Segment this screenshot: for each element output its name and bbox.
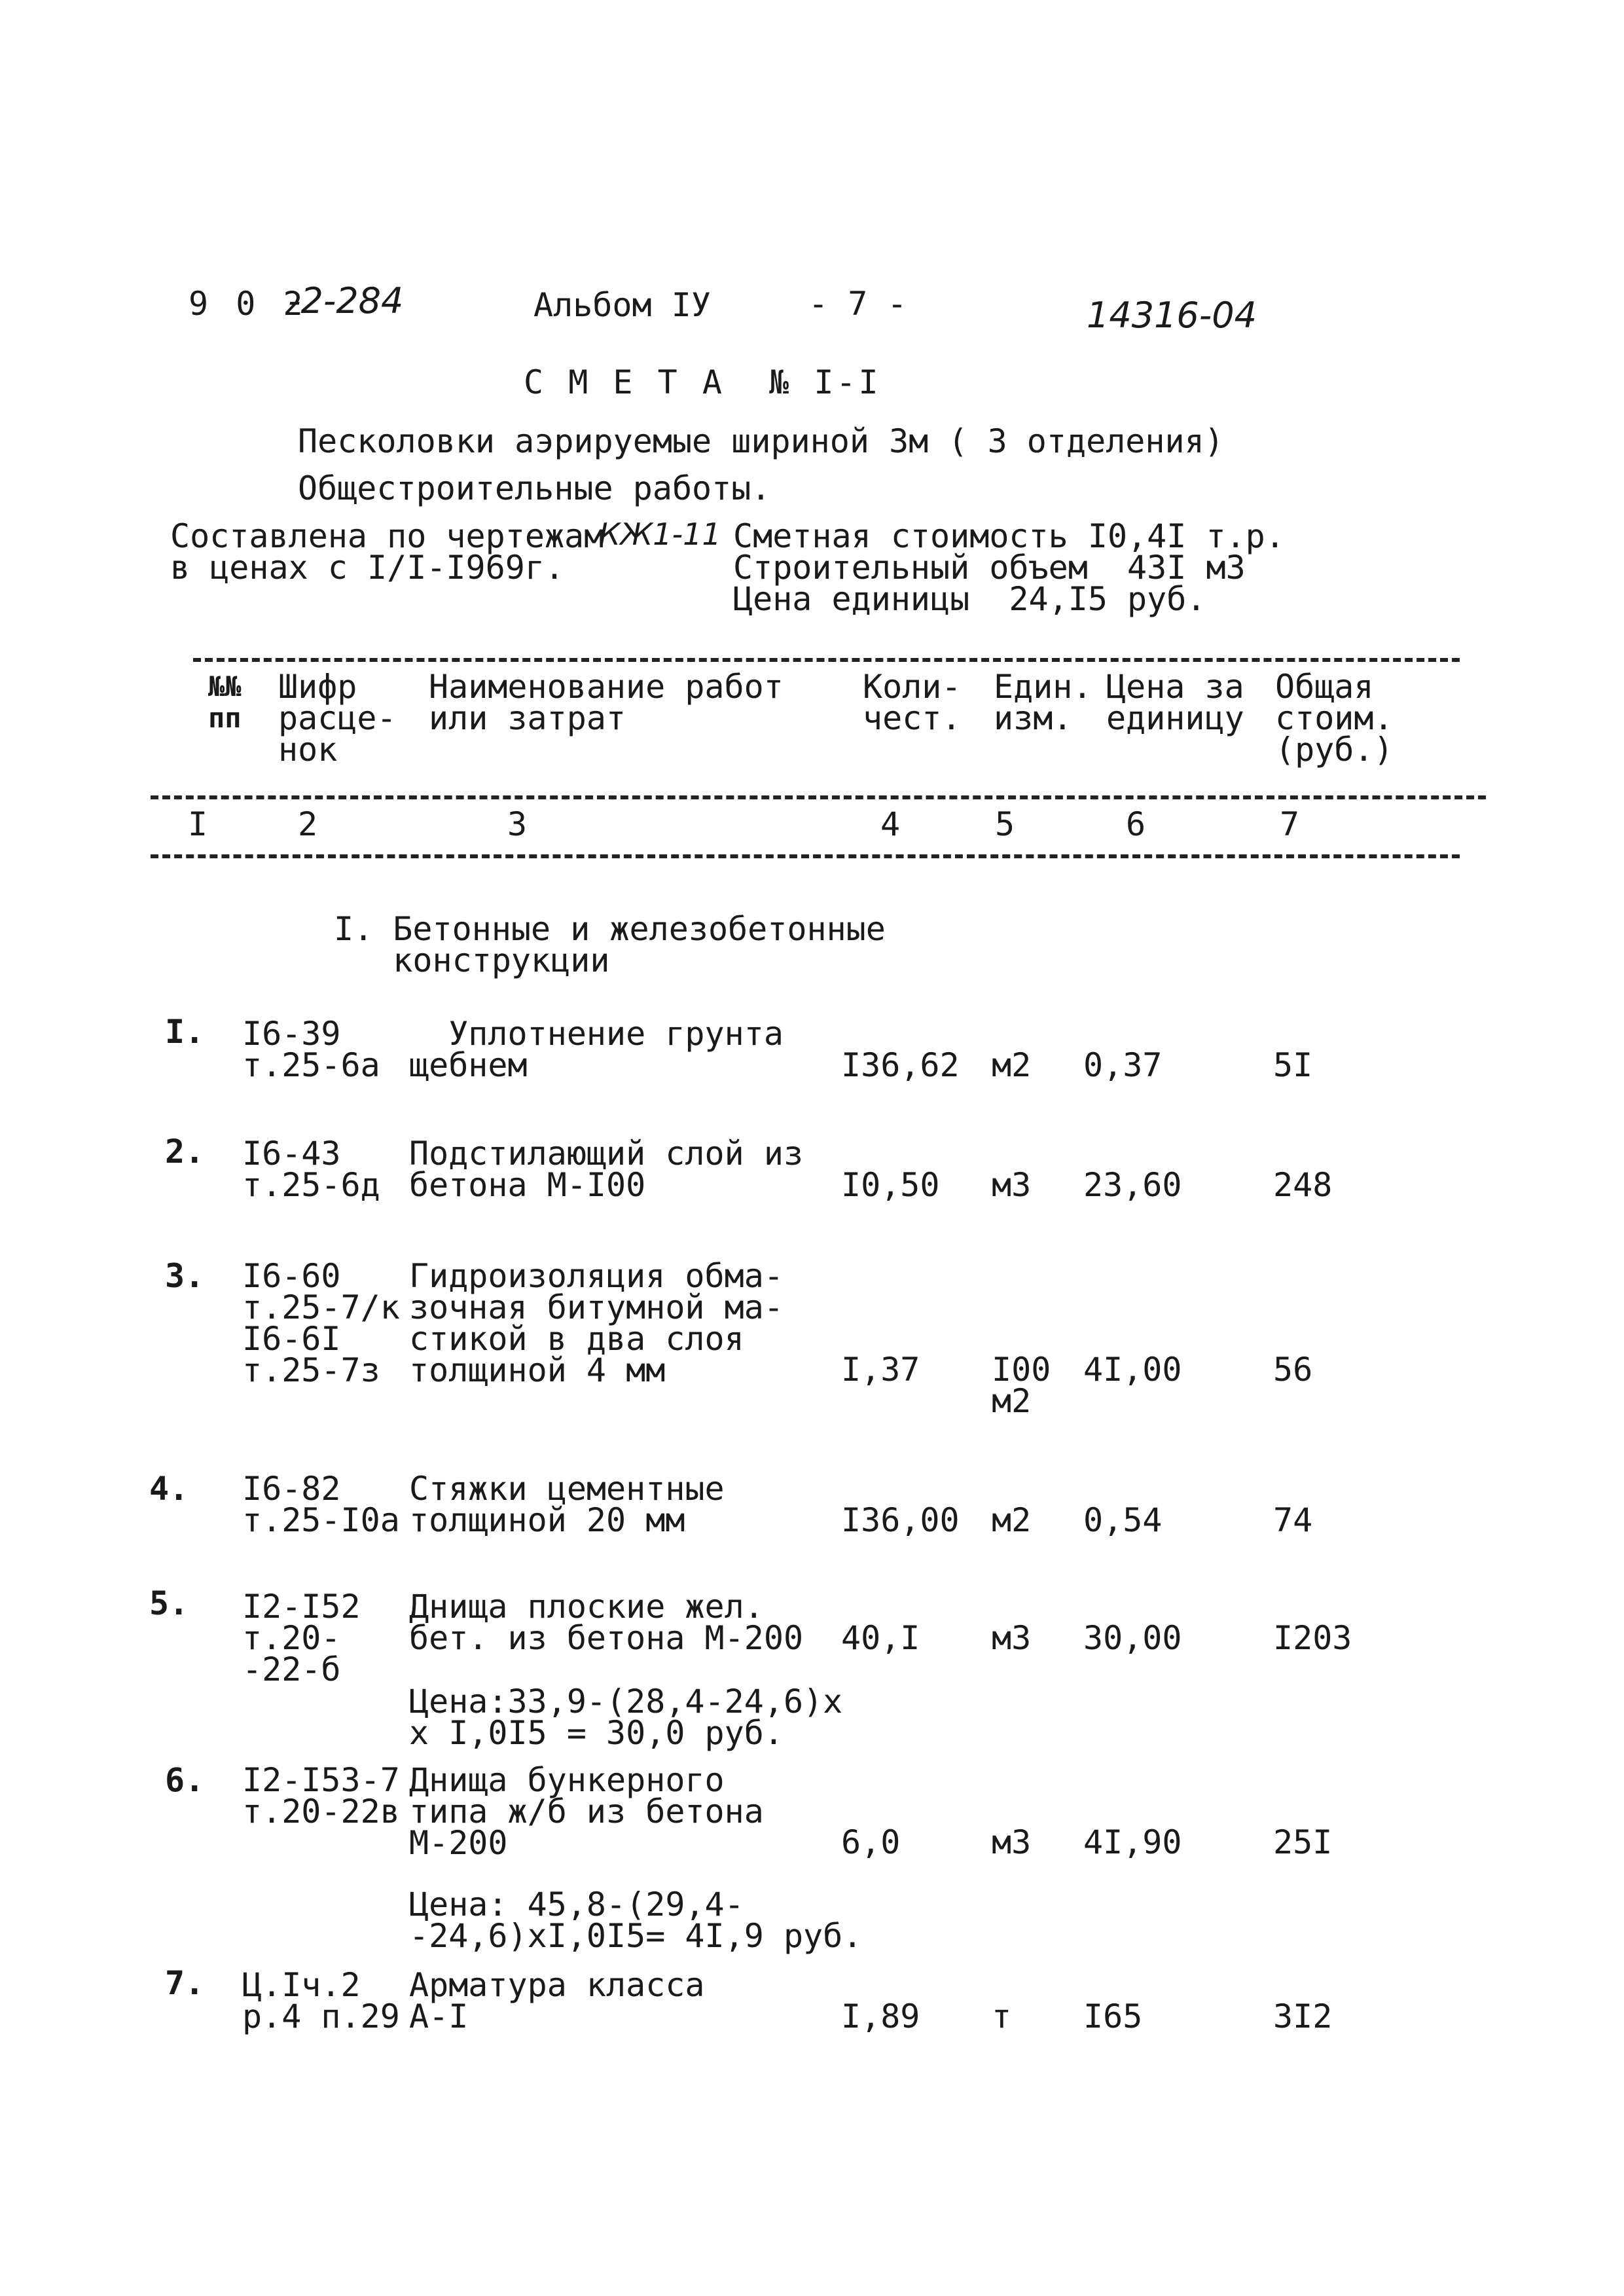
row-unit-price: 0,54 — [1083, 1501, 1163, 1539]
column-number: 5 — [994, 805, 1015, 843]
column-number: 6 — [1125, 805, 1146, 843]
row-total: 56 — [1273, 1351, 1313, 1389]
row-code: Ц.Iч.2 р.4 п.29 — [242, 1966, 400, 2035]
info-estimated-cost: Сметная стоимость I0,4I т.р. — [733, 517, 1285, 555]
col-header-unit: Един. изм. — [994, 668, 1092, 737]
row-unit-price: 4I,00 — [1083, 1351, 1182, 1389]
row-quantity: I0,50 — [841, 1166, 940, 1204]
info-drawings: Составлена по чертежам — [170, 517, 604, 555]
page-number: - 7 - — [808, 285, 907, 323]
row-number: 2. — [165, 1133, 205, 1171]
row-unit: т — [992, 1997, 1012, 2035]
section-heading: I. Бетонные и железобетонные конструкции — [334, 910, 886, 979]
col-header-unit-price: Цена за единицу — [1106, 668, 1244, 737]
row-number: 7. — [165, 1964, 205, 2002]
row-number: 5. — [149, 1584, 189, 1622]
row-number: 6. — [165, 1761, 205, 1799]
row-total: 74 — [1273, 1501, 1313, 1539]
row-unit-price: 0,37 — [1083, 1046, 1163, 1084]
row-total: 25I — [1273, 1823, 1333, 1861]
row-code: I2-I52 т.20- -22-б — [242, 1588, 361, 1688]
row-quantity: 6,0 — [841, 1823, 901, 1861]
column-number: 3 — [507, 805, 528, 843]
album-label: Альбом IУ — [533, 286, 711, 324]
row-code: I6-43 т.25-6д — [242, 1135, 380, 1204]
col-header-quantity: Коли- чест. — [863, 668, 962, 737]
row-name: Уплотнение грунта щебнем — [409, 1015, 784, 1084]
row-name: Днища плоские жел. бет. из бетона М-200 — [409, 1588, 804, 1657]
row-unit-price: 23,60 — [1083, 1166, 1182, 1204]
row-unit: м3 — [992, 1823, 1032, 1861]
column-number: 4 — [880, 805, 901, 843]
row-unit: м3 — [992, 1619, 1032, 1657]
row-name: Стяжки цементные толщиной 20 мм — [409, 1470, 725, 1539]
page-title: С М Е Т А № I-I — [524, 363, 881, 401]
row-price-note: Цена: 45,8-(29,4- -24,6)хI,0I5= 4I,9 руб. — [409, 1886, 863, 1955]
info-volume: Строительный объем 43I м3 — [733, 549, 1246, 587]
document-code-handwritten: -2-284 — [288, 280, 404, 321]
row-quantity: I,89 — [841, 1997, 920, 2035]
row-total: I203 — [1273, 1619, 1352, 1657]
subtitle-line-1: Песколовки аэрируемые шириной 3м ( 3 отделения) — [298, 422, 1224, 460]
row-name: Гидроизоляция обма- зочная битумной ма- стикой в два слоя толщиной 4 мм — [409, 1257, 784, 1389]
column-number: 2 — [297, 805, 318, 843]
inventory-number-handwritten: 14316-04 — [1087, 295, 1257, 336]
info-unit-price: Цена единицы 24,I5 руб. — [733, 580, 1206, 618]
row-name: Подстилающий слой из бетона М-I00 — [409, 1135, 804, 1204]
column-number: 7 — [1279, 805, 1300, 843]
row-code: I2-I53-7 т.20-22в — [242, 1761, 400, 1831]
col-header-number: №№ пп — [208, 670, 242, 734]
row-quantity: I,37 — [841, 1351, 920, 1389]
row-number: I. — [165, 1013, 205, 1051]
table-top-rule — [193, 658, 1460, 662]
row-unit: м2 — [992, 1501, 1032, 1539]
row-unit: м2 — [992, 1046, 1032, 1084]
row-unit: I00 м2 — [992, 1351, 1051, 1420]
row-price-note: Цена:33,9-(28,4-24,6)х х I,0I5 = 30,0 руб. — [409, 1683, 843, 1752]
row-quantity: 40,I — [841, 1619, 920, 1657]
row-code: I6-60 т.25-7/к I6-6I т.25-7з — [242, 1257, 400, 1389]
col-header-code: Шифр расце- нок — [278, 668, 397, 769]
document-code: 9 0 2 — [189, 285, 307, 323]
row-unit-price: 30,00 — [1083, 1619, 1182, 1657]
col-header-total: Общая стоим. (руб.) — [1275, 668, 1394, 769]
header-bottom-rule — [151, 795, 1486, 799]
info-prices: в ценах с I/I-I969г. — [170, 549, 565, 587]
col-header-name: Наименование работ или затрат — [429, 668, 784, 737]
column-number: I — [187, 805, 208, 843]
numbers-bottom-rule — [151, 854, 1460, 858]
row-unit: м3 — [992, 1166, 1032, 1204]
row-name: Днища бункерного типа ж/б из бетона М-200 — [409, 1761, 764, 1862]
row-name: Арматура класса А-I — [409, 1966, 705, 2035]
row-total: 5I — [1273, 1046, 1313, 1084]
row-number: 4. — [149, 1470, 189, 1508]
row-unit-price: 4I,90 — [1083, 1823, 1182, 1861]
row-code: I6-82 т.25-I0а — [242, 1470, 400, 1539]
row-total: 3I2 — [1273, 1997, 1333, 2035]
info-drawings-handwritten: КЖ1-11 — [599, 517, 721, 552]
row-quantity: I36,00 — [841, 1501, 960, 1539]
row-number: 3. — [165, 1257, 205, 1295]
row-total: 248 — [1273, 1166, 1333, 1204]
row-code: I6-39 т.25-6а — [242, 1015, 380, 1084]
row-quantity: I36,62 — [841, 1046, 960, 1084]
row-unit-price: I65 — [1083, 1997, 1143, 2035]
subtitle-line-2: Общестроительные работы. — [298, 469, 771, 507]
